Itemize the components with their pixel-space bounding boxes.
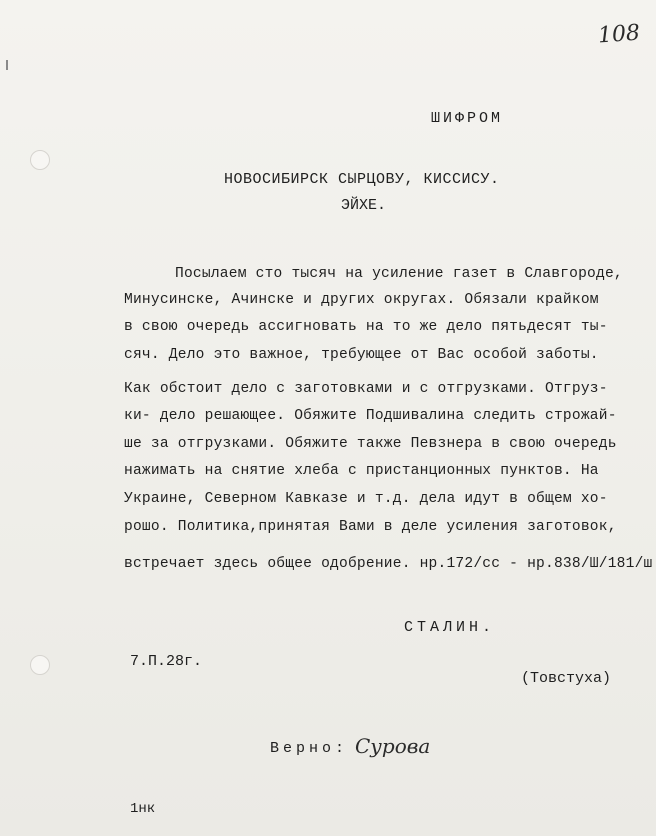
- body-line: Украине, Северном Кавказе и т.д. дела идут в общем хо-: [124, 491, 608, 507]
- body-line: Посылаем сто тысяч на усиление газет в Славгороде,: [175, 266, 623, 282]
- punch-hole: [30, 150, 50, 170]
- footer-mark: 1нк: [130, 801, 156, 817]
- certified-label: Верно:: [270, 740, 349, 757]
- document-date: 7.П.28г.: [130, 653, 203, 670]
- body-line: сяч. Дело это важное, требующее от Вас особой заботы.: [124, 347, 599, 363]
- cipher-header: ШИФРОМ: [431, 110, 504, 127]
- body-line: Как обстоит дело с заготовками и с отгрузками. Отгруз-: [124, 381, 608, 397]
- body-line: Минусинске, Ачинске и других округах. Обязали крайком: [124, 292, 599, 308]
- body-line: ше за отгрузками. Обяжите также Певзнера в свою очередь: [124, 436, 617, 452]
- body-line: нажимать на снятие хлеба с пристанционных пунктов. На: [124, 463, 599, 479]
- body-line: встречает здесь общее одобрение. нр.172/сс - нр.838/Ш/181/ш: [124, 556, 653, 572]
- body-line: в свою очередь ассигновать на то же дело пятьдесят ты-: [124, 319, 608, 335]
- handwritten-signature: Сурова: [355, 734, 431, 758]
- archive-page-number: 108: [597, 20, 641, 49]
- typist-initials: (Товстуха): [521, 670, 612, 687]
- punch-hole: [30, 655, 50, 675]
- edge-mark: [6, 60, 8, 70]
- body-line: ки- дело решающее. Обяжите Подшивалина следить строжай-: [124, 408, 617, 424]
- recipients-line-1: НОВОСИБИРСК СЫРЦОВУ, КИССИСУ.: [224, 171, 500, 188]
- signature: СТАЛИН.: [404, 619, 496, 636]
- recipients-line-2: ЭЙХЕ.: [341, 197, 387, 214]
- body-line: рошо. Политика,принятая Вами в деле усиления заготовок,: [124, 519, 617, 535]
